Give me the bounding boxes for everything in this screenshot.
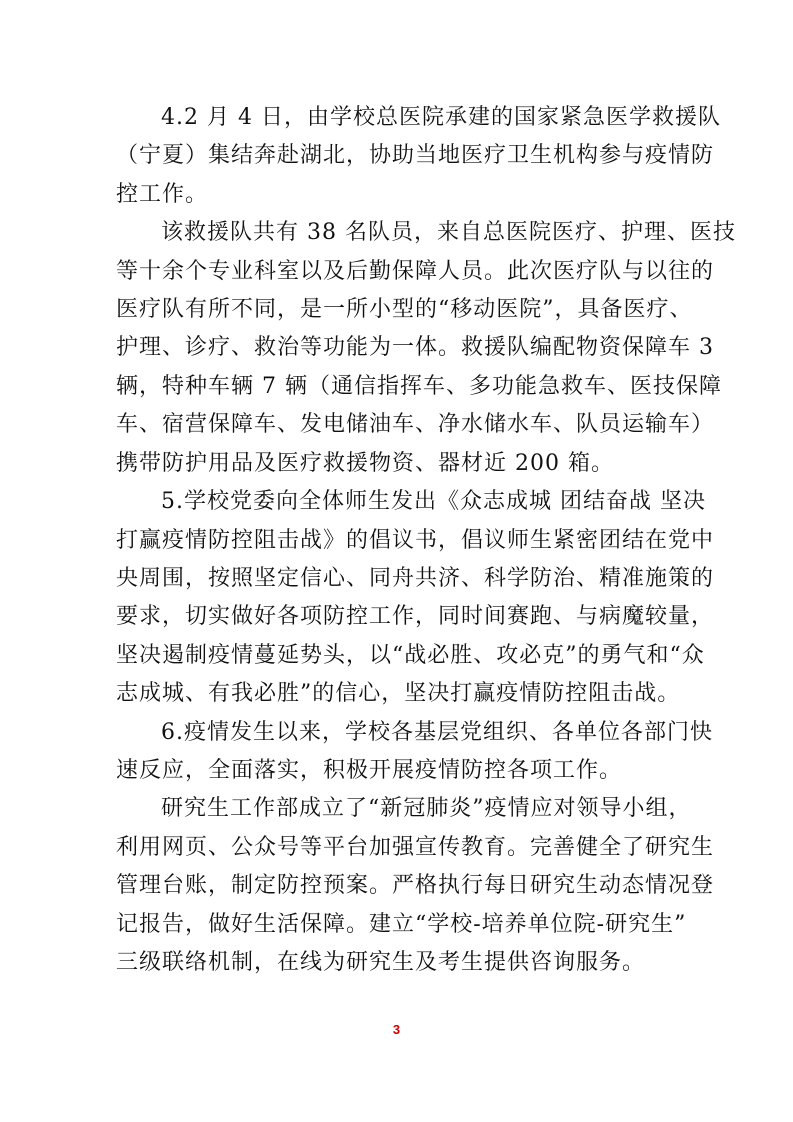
text-line: （宁夏）集结奔赴湖北，协助当地医疗卫生机构参与疫情防 [116,143,715,168]
text-line: 车、宿营保障车、发电储油车、净水储水车、队员运输车） [116,412,715,437]
page-number: 3 [392,1022,401,1037]
text-line: 要求，切实做好各项防控工作，同时间赛跑、与病魔较量， [116,604,715,629]
text-line: 控工作。 [116,182,209,207]
text-line: 辆，特种车辆 7 辆（通信指挥车、多功能急救车、医技保障 [116,374,722,399]
text-line: 该救援队共有 38 名队员，来自总医院医疗、护理、医技 [161,220,736,245]
text-line: 携带防护用品及医疗救援物资、器材近 200 箱。 [116,451,614,476]
text-line: 管理台账，制定防控预案。严格执行每日研究生动态情况登 [116,873,715,898]
text-line: 坚决遏制疫情蔓延势头，以“战必胜、攻必克”的勇气和“众 [116,643,705,668]
text-line: 医疗队有所不同，是一所小型的“移动医院”，具备医疗、 [116,297,693,322]
text-line: 打赢疫情防控阻击战》的倡议书，倡议师生紧密团结在党中 [116,528,715,553]
text-line: 护理、诊疗、救治等功能为一体。救援队编配物资保障车 3 [116,335,714,360]
text-line: 利用网页、公众号等平台加强宣传教育。完善健全了研究生 [116,835,715,860]
text-line: 志成城、有我必胜”的信心，坚决打赢疫情防控阻击战。 [116,681,681,706]
text-line: 速反应，全面落实，积极开展疫情防控各项工作。 [116,758,623,783]
text-line: 4.2 月 4 日，由学校总医院承建的国家紧急医学救援队 [161,105,721,130]
text-line: 5.学校党委向全体师生发出《众志成城 团结奋战 坚决 [161,489,706,514]
text-line: 记报告，做好生活保障。建立“学校-培养单位院-研究生” [116,912,687,937]
text-line: 央周围，按照坚定信心、同舟共济、科学防治、精准施策的 [116,566,715,591]
text-line: 三级联络机制，在线为研究生及考生提供咨询服务。 [116,950,646,975]
text-line: 研究生工作部成立了“新冠肺炎”疫情应对领导小组， [161,796,692,821]
text-line: 6.疫情发生以来，学校各基层党组织、各单位各部门快 [161,720,713,745]
text-line: 等十余个专业科室以及后勤保障人员。此次医疗队与以往的 [116,259,715,284]
